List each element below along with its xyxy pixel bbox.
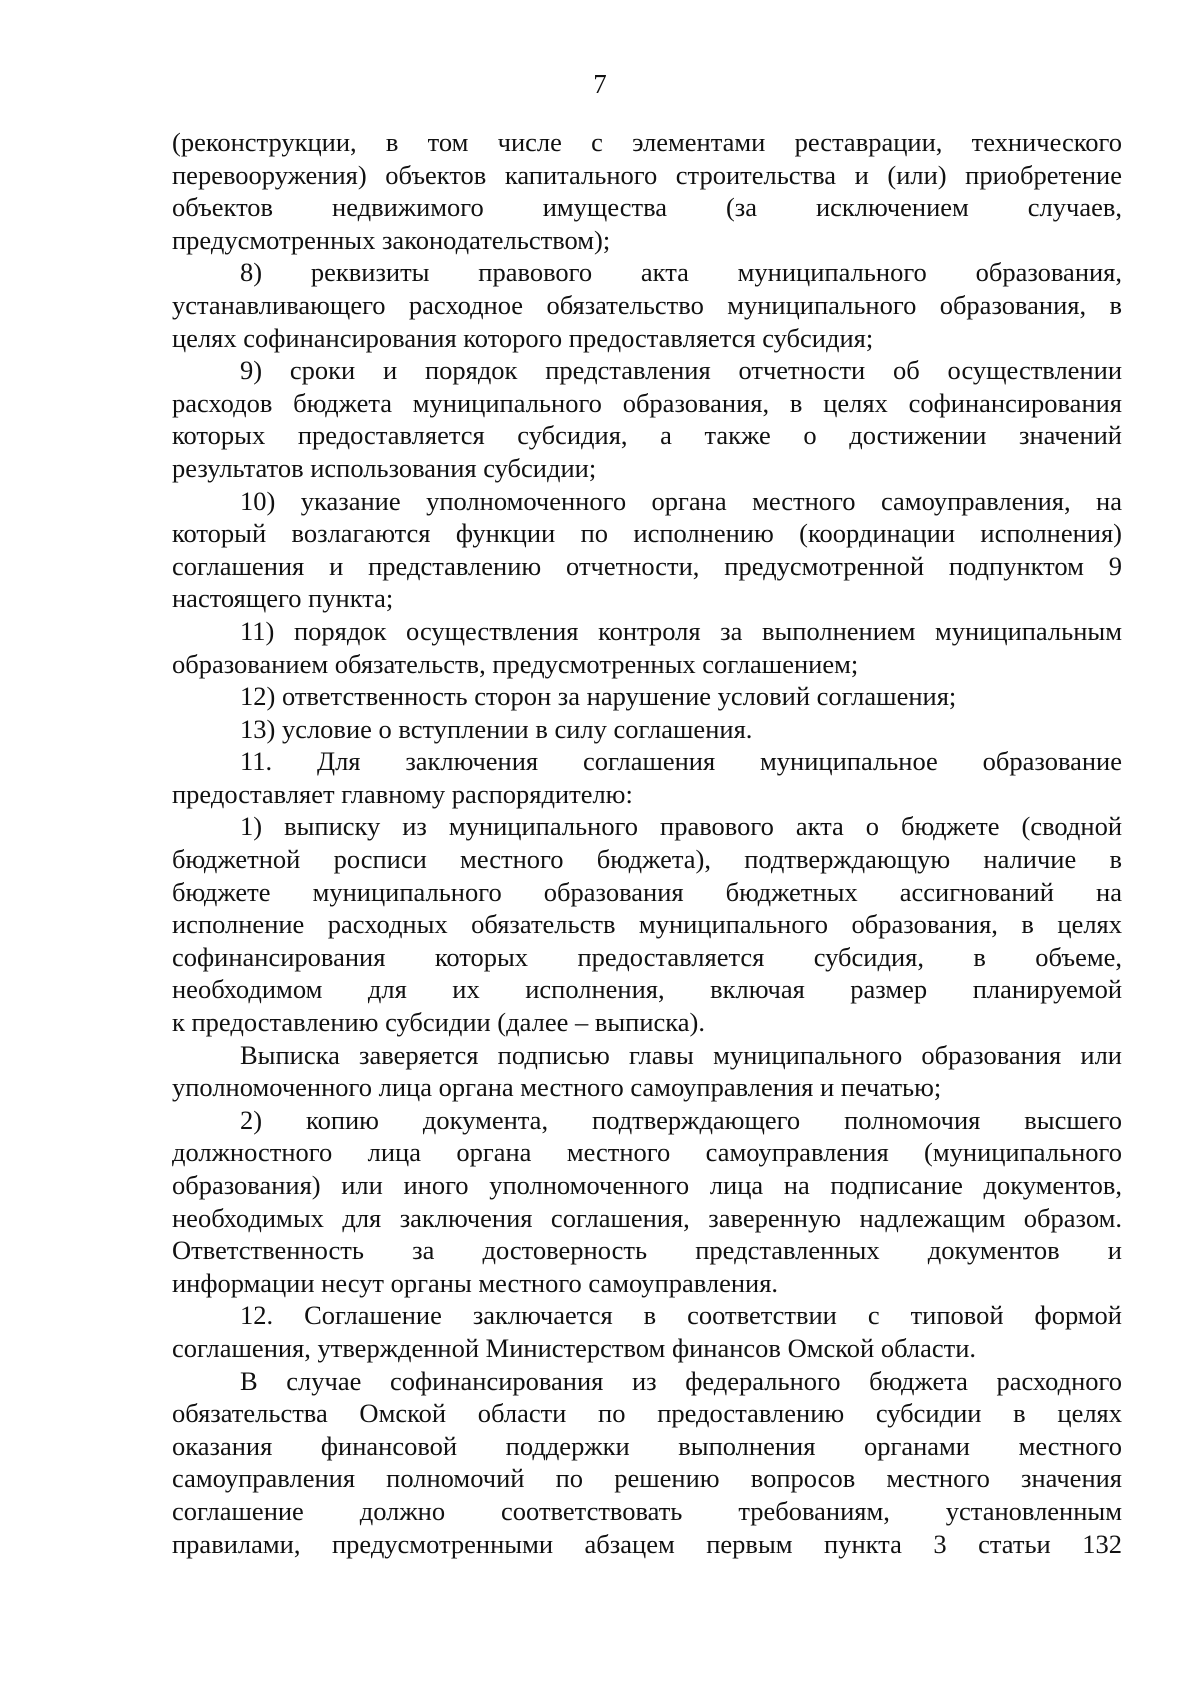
text-line: который возлагаются функции по исполнению (координации исполнения) xyxy=(172,518,1122,549)
text-line: необходимом для их исполнения, включая размер планируемой xyxy=(172,974,1122,1005)
text-line: информации несут органы местного самоуправления. xyxy=(172,1267,779,1298)
paragraph xyxy=(172,1299,1122,1364)
text-line: необходимых для заключения соглашения, заверенную надлежащим образом. xyxy=(172,1202,1122,1233)
paragraph xyxy=(172,354,1122,484)
text-line: устанавливающего расходное обязательство муниципального образования, в xyxy=(172,289,1122,320)
paragraph xyxy=(172,485,1122,615)
text-line: 8) реквизиты правового акта муниципального образования, xyxy=(240,257,1122,288)
text-line: исполнение расходных обязательств муниципального образования, в целях xyxy=(172,909,1122,940)
paragraph xyxy=(172,256,1122,354)
text-line: предоставляет главному распорядителю: xyxy=(172,778,633,809)
text-line: соглашения, утвержденной Министерством финансов Омской области. xyxy=(172,1332,977,1363)
text-line: 10) указание уполномоченного органа местного самоуправления, на xyxy=(240,485,1122,516)
text-line: уполномоченного лица органа местного самоуправления и печатью; xyxy=(172,1072,942,1103)
text-line: (реконструкции, в том числе с элементами реставрации, технического xyxy=(172,127,1122,157)
paragraph xyxy=(172,745,1122,810)
page-number: 7 xyxy=(593,69,607,99)
text-line: 1) выписку из муниципального правового акта о бюджете (сводной xyxy=(240,811,1122,842)
text-line: предусмотренных законодательством); xyxy=(172,224,611,255)
text-line: соглашения и представлению отчетности, предусмотренной подпунктом 9 xyxy=(172,550,1122,581)
text-line: 11. Для заключения соглашения муниципальное образование xyxy=(240,746,1122,777)
paragraph xyxy=(172,680,1122,713)
text-line: настоящего пункта; xyxy=(172,583,394,614)
paragraph xyxy=(172,1039,1122,1104)
paragraph xyxy=(172,1365,1122,1561)
text-line: 12. Соглашение заключается в соответствии с типовой формой xyxy=(240,1300,1122,1331)
text-line: перевооружения) объектов капитального строительства и (или) приобретение xyxy=(172,159,1122,190)
text-line: образованием обязательств, предусмотренных соглашением; xyxy=(172,648,859,679)
text-line: софинансирования которых предоставляется субсидия, в объеме, xyxy=(172,941,1122,972)
text-line: целях софинансирования которого предоставляется субсидия; xyxy=(172,322,874,353)
text-line: Выписка заверяется подписью главы муниципального образования или xyxy=(240,1039,1122,1070)
text-line: бюджетной росписи местного бюджета), подтверждающую наличие в xyxy=(172,844,1122,875)
text-line: которых предоставляется субсидия, а также о достижении значений xyxy=(172,420,1122,451)
paragraph xyxy=(172,713,1122,746)
paragraph xyxy=(172,126,1122,256)
text-line: 9) сроки и порядок представления отчетности об осуществлении xyxy=(240,355,1122,386)
text-line: 11) порядок осуществления контроля за выполнением муниципальным xyxy=(240,615,1122,646)
text-line: 12) ответственность сторон за нарушение условий соглашения; xyxy=(240,681,957,712)
paragraph xyxy=(172,810,1122,1038)
text-line: объектов недвижимого имущества (за исключением случаев, xyxy=(172,192,1122,223)
text-line: 13) условие о вступлении в силу соглашения. xyxy=(240,713,753,744)
paragraph xyxy=(172,1104,1122,1300)
text-line: Ответственность за достоверность представленных документов и xyxy=(172,1235,1122,1266)
text-line: В случае софинансирования из федерального бюджета расходного xyxy=(240,1365,1122,1396)
text-line: к предоставлению субсидии (далее – выписка). xyxy=(172,1007,705,1038)
text-line: соглашение должно соответствовать требованиям, установленным xyxy=(172,1495,1122,1526)
text-line: оказания финансовой поддержки выполнения органами местного xyxy=(172,1430,1122,1461)
text-line: результатов использования субсидии; xyxy=(172,452,597,483)
text-line: 2) копию документа, подтверждающего полномочия высшего xyxy=(240,1104,1122,1135)
text-line: бюджете муниципального образования бюджетных ассигнований на xyxy=(172,876,1122,907)
text-line: расходов бюджета муниципального образования, в целях софинансирования xyxy=(172,387,1122,418)
document-body xyxy=(172,126,1122,1560)
text-line: должностного лица органа местного самоуправления (муниципального xyxy=(172,1137,1122,1168)
text-line: обязательства Омской области по предоставлению субсидии в целях xyxy=(172,1398,1122,1429)
text-line: самоуправления полномочий по решению вопросов местного значения xyxy=(172,1463,1122,1494)
text-line: правилами, предусмотренными абзацем первым пункта 3 статьи 132 xyxy=(172,1528,1122,1559)
text-line: образования) или иного уполномоченного лица на подписание документов, xyxy=(172,1170,1122,1200)
paragraph xyxy=(172,615,1122,680)
